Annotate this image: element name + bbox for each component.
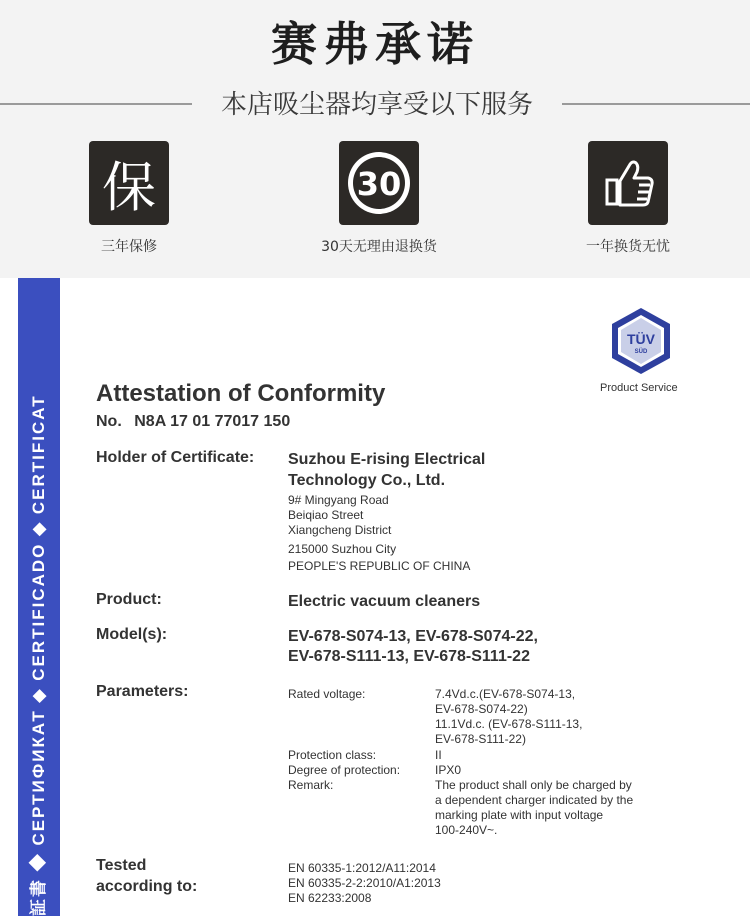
service-label: 30天无理由退换货 — [321, 239, 437, 255]
param-value-line: a dependent charger indicated by the — [435, 793, 634, 807]
holder-name-line-1: Suzhou E-rising Electrical — [288, 451, 486, 468]
product-label: Product: — [96, 591, 162, 608]
param-name: Degree of protection: — [288, 763, 401, 777]
product-value: Electric vacuum cleaners — [288, 593, 481, 610]
number-label: No. — [96, 413, 122, 430]
certificate-title: Attestation of Conformity — [96, 380, 386, 407]
tested-label-line-2: according to: — [96, 878, 198, 895]
model-line-2: EV-678-S111-13, EV-678-S111-22 — [288, 648, 530, 665]
service-warranty — [69, 141, 189, 256]
service-label: 一年换货无忧 — [586, 239, 670, 255]
param-name: Protection class: — [288, 748, 377, 762]
holder-name-line-2: Technology Co., Ltd. — [288, 472, 446, 489]
address-line: Beiqiao Street — [288, 508, 364, 522]
page-title: 赛弗承诺 — [271, 17, 479, 71]
service-exchange — [568, 141, 688, 256]
number-value: N8A 17 01 77017 150 — [134, 413, 291, 430]
param-value-line: marking plate with input voltage — [435, 808, 604, 822]
holder-label: Holder of Certificate: — [96, 449, 255, 466]
tested-standard: EN 60335-1:2012/A11:2014 — [288, 861, 436, 875]
divider-left — [0, 103, 192, 105]
service-return — [319, 141, 439, 256]
address-line: PEOPLE'S REPUBLIC OF CHINA — [288, 559, 471, 573]
address-line: Xiangcheng District — [288, 523, 392, 537]
certificate-number — [96, 413, 298, 431]
model-line-1: EV-678-S074-13, EV-678-S074-22, — [288, 628, 538, 645]
param-name: Rated voltage: — [288, 687, 366, 701]
svg-text:30: 30 — [356, 165, 402, 203]
param-value — [435, 687, 665, 747]
thumbs-up-icon — [588, 141, 668, 225]
stripe-text: 証書 ◆ СЕРТИФИКАТ ◆ CERTIFICADO ◆ CERTIFICAT — [29, 394, 48, 916]
param-value-line: 11.1Vd.c. (EV-678-S111-13, — [435, 717, 583, 731]
param-value — [435, 778, 665, 838]
page-subtitle: 本店吸尘器均享受以下服务 — [220, 90, 533, 120]
param-value-line: 7.4Vd.c.(EV-678-S074-13, — [435, 687, 576, 701]
bao-character-icon: 保 — [89, 141, 169, 225]
service-label: 三年保修 — [101, 239, 157, 255]
svg-text:SÜD: SÜD — [634, 349, 648, 355]
logo-caption: Product Service — [600, 382, 678, 394]
divider-right — [562, 103, 750, 105]
tuv-sud-logo-icon — [606, 306, 676, 376]
param-value-line: EV-678-S111-22) — [435, 732, 526, 746]
address-line: 215000 Suzhou City — [288, 542, 397, 556]
tested-standard: EN 62233:2008 — [288, 891, 372, 905]
parameters-label: Parameters: — [96, 683, 189, 700]
param-value-line: 100-240V~. — [435, 823, 498, 837]
param-value: IPX0 — [435, 763, 462, 777]
tested-standard: EN 60335-2-2:2010/A1:2013 — [288, 876, 441, 890]
param-value-line: EV-678-S074-22) — [435, 702, 528, 716]
tested-label-line-1: Tested — [96, 857, 147, 874]
address-line: 9# Mingyang Road — [288, 493, 389, 507]
certificate-side-stripe — [18, 278, 60, 916]
svg-text:TÜV: TÜV — [627, 331, 655, 347]
param-value: II — [435, 748, 442, 762]
param-name: Remark: — [288, 778, 334, 792]
param-value-line: The product shall only be charged by — [435, 778, 632, 792]
thirty-circle-icon — [339, 141, 419, 225]
model-label: Model(s): — [96, 626, 168, 643]
